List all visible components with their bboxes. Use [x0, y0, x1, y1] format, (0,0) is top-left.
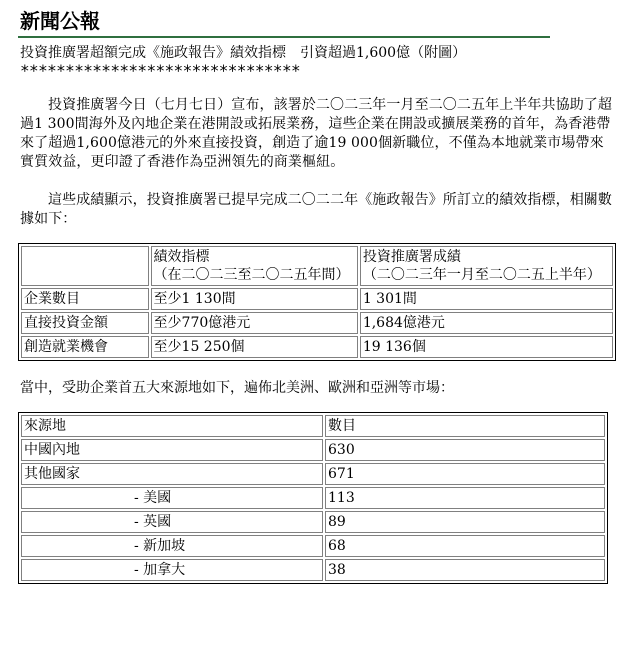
performance-target-cell: 至少1 130間	[151, 288, 358, 310]
target-column-title: 績效指標	[153, 249, 210, 265]
performance-header-blank-cell	[21, 246, 149, 286]
sources-header-place-cell: 來源地	[21, 415, 323, 437]
source-count-cell: 671	[325, 463, 605, 485]
table-row	[21, 463, 605, 485]
performance-table	[18, 243, 616, 361]
performance-header-target-cell	[151, 246, 358, 286]
table-row	[21, 487, 605, 509]
performance-result-cell: 1 301間	[360, 288, 613, 310]
performance-header-result-cell	[360, 246, 613, 286]
performance-table-header-row	[21, 246, 613, 286]
body-paragraph-2: 這些成績顯示，投資推廣署已提早完成二〇二二年《施政報告》所訂立的績效指標，相關數據如下：	[20, 192, 612, 227]
sources-intro-paragraph: 當中，受助企業首五大來源地如下，遍佈北美洲、歐洲和亞洲等市場：	[20, 380, 454, 396]
table-row	[21, 439, 605, 461]
source-count-cell: 113	[325, 487, 605, 509]
table-row	[21, 336, 613, 358]
performance-label-cell: 創造就業機會	[21, 336, 149, 358]
result-column-period: （二〇二三年一月至二〇二五上半年）	[362, 267, 601, 283]
performance-result-cell: 19 136個	[360, 336, 613, 358]
asterisk-separator: *******************************	[20, 61, 301, 80]
source-subplace-cell: - 新加坡	[21, 535, 323, 557]
page-title: 新聞公報	[20, 9, 100, 33]
sources-table-header-row	[21, 415, 605, 437]
source-place-cell: 其他國家	[21, 463, 323, 485]
source-count-cell: 68	[325, 535, 605, 557]
result-column-title: 投資推廣署成績	[362, 249, 461, 265]
performance-target-cell: 至少770億港元	[151, 312, 358, 334]
table-row	[21, 559, 605, 581]
source-subplace-cell: - 美國	[21, 487, 323, 509]
target-column-period: （在二〇二三至二〇二五年間）	[153, 267, 350, 283]
performance-target-cell: 至少15 250個	[151, 336, 358, 358]
source-count-cell: 89	[325, 511, 605, 533]
press-release-headline: 投資推廣署超額完成《施政報告》績效指標 引資超過1,600億（附圖）	[20, 45, 467, 61]
table-row	[21, 535, 605, 557]
sources-table	[18, 412, 608, 584]
table-row	[21, 312, 613, 334]
source-count-cell: 630	[325, 439, 605, 461]
source-count-cell: 38	[325, 559, 605, 581]
performance-result-cell: 1,684億港元	[360, 312, 613, 334]
source-place-cell: 中國內地	[21, 439, 323, 461]
title-divider	[18, 36, 550, 38]
table-row	[21, 511, 605, 533]
body-paragraph-1: 投資推廣署今日（七月七日）宣布，該署於二〇二三年一月至二〇二五年上半年共協助了超過1 300間海外及內地企業在港開設或拓展業務，這些企業在開設或擴展業務的首年，為香港帶來了超過1,600億港元的外來直接投資，創造了逾19 000個新職位，不僅為本地就業市場帶來實質效益，更印證了香港作為亞洲領先的商業樞紐。	[20, 97, 612, 170]
sources-header-count-cell: 數目	[325, 415, 605, 437]
press-release-page	[18, 8, 614, 584]
performance-label-cell: 直接投資金額	[21, 312, 149, 334]
table-row	[21, 288, 613, 310]
source-subplace-cell: - 加拿大	[21, 559, 323, 581]
performance-label-cell: 企業數目	[21, 288, 149, 310]
source-subplace-cell: - 英國	[21, 511, 323, 533]
